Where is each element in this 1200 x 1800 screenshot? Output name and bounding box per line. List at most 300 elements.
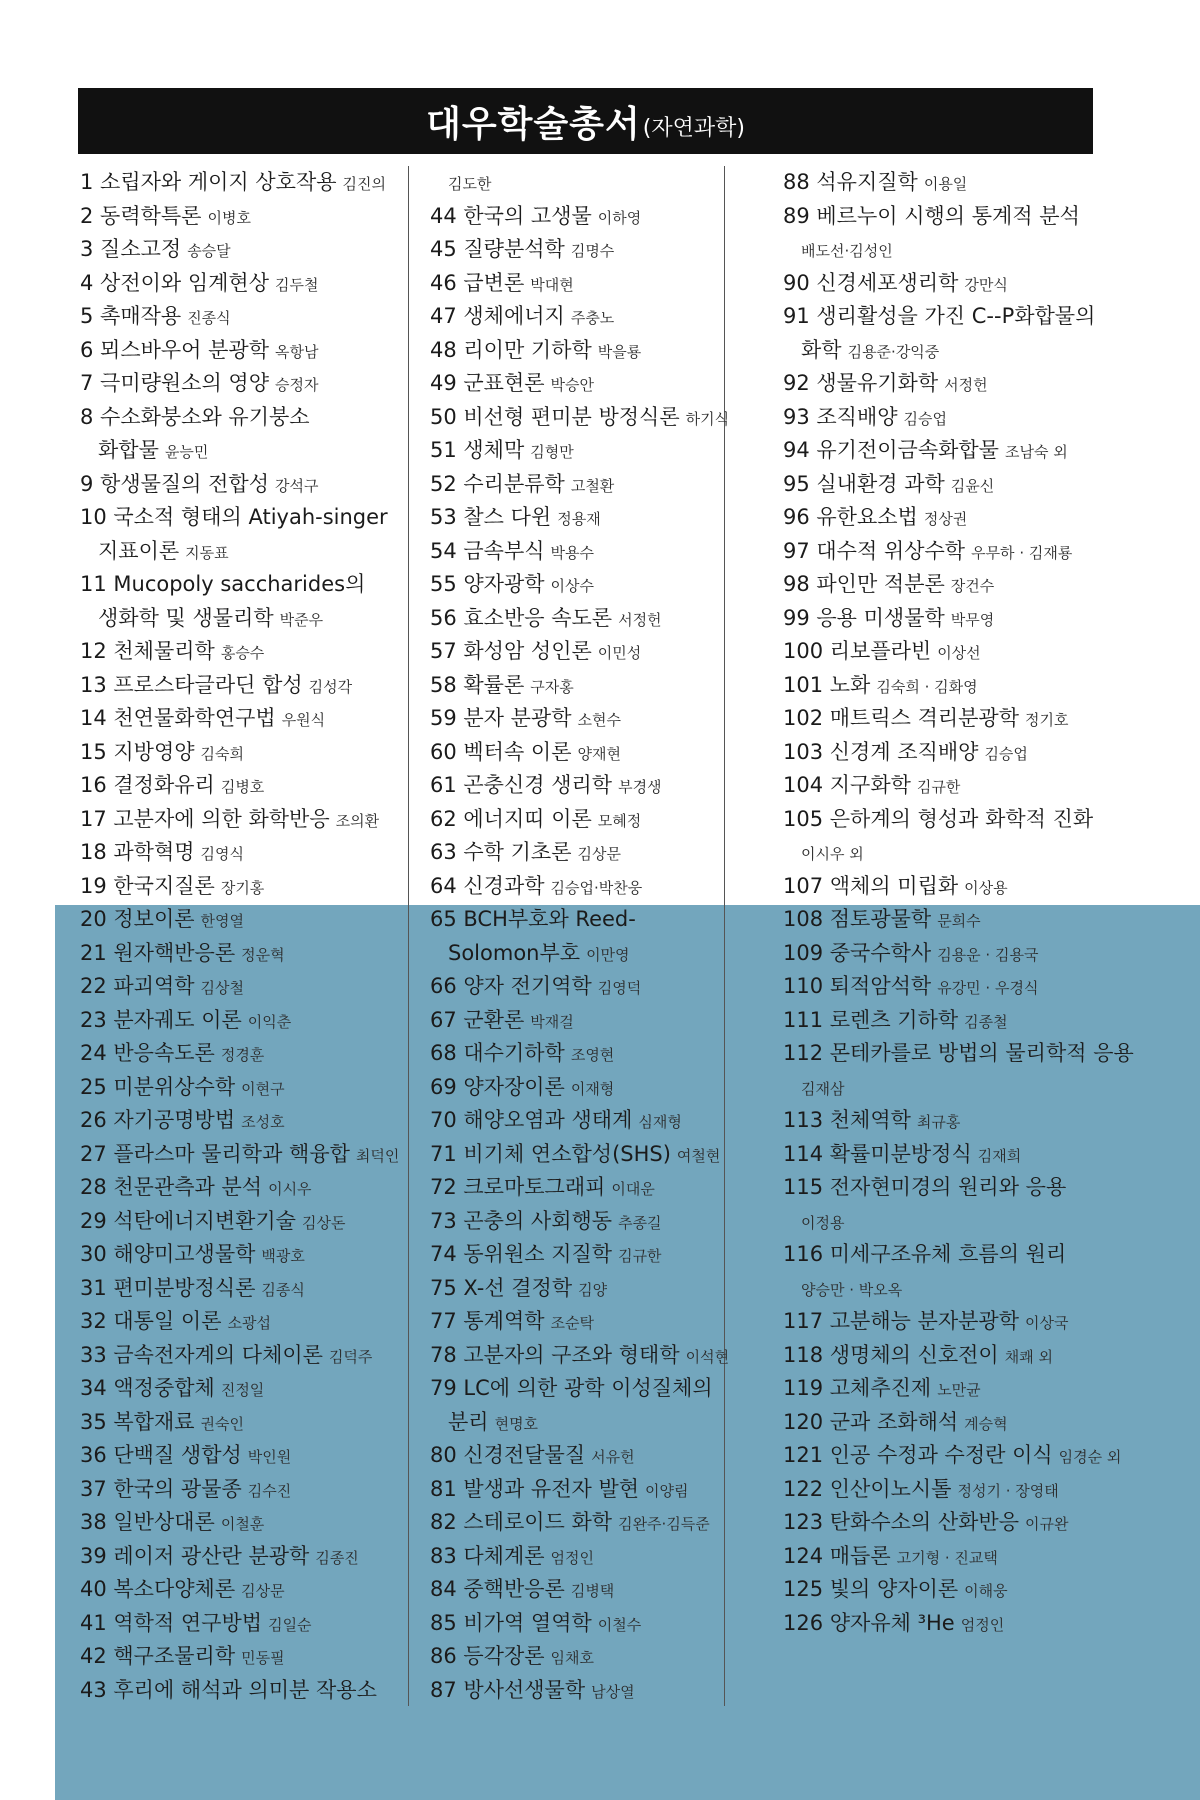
book-list-item [430,903,775,937]
book-author: 이민성 [597,644,642,662]
book-title: 60 벡터속 이론 [430,739,572,764]
book-author: 이철훈 [220,1515,265,1533]
book-list-item [80,501,425,535]
book-title: 116 미세구조유체 흐름의 원리 [783,1242,1067,1266]
book-list-item [80,1171,425,1205]
book-title: 29 석탄에너지변환기술 [80,1208,296,1233]
book-title: 91 생리활성을 가진 C--P화합물의 [783,304,1096,328]
book-title: 58 확률론 [430,672,525,697]
book-author: 이정용 [801,1213,845,1232]
book-author: 김영식 [200,845,245,863]
book-author: 하기식 [685,409,730,428]
book-author: 김승업·박찬웅 [550,878,643,897]
book-author: 이해웅 [964,1582,1008,1600]
book-title: 13 프로스타글라딘 합성 [80,672,303,697]
book-list-item [783,468,1163,502]
book-author: 박인원 [247,1448,292,1466]
book-author: 서유헌 [591,1448,635,1466]
book-list-item [783,1607,1163,1641]
book-title: 103 신경계 조직배양 [783,739,979,764]
book-list-item [430,1473,775,1507]
book-title: 92 생물유기화학 [783,371,939,395]
book-author: 김상문 [241,1582,285,1600]
book-title: 112 몬테카를로 방법의 물리학적 응용 [783,1041,1134,1065]
book-title: 96 유한요소법 [783,505,918,529]
book-title: 119 고체추진제 [783,1376,932,1400]
book-author: 정상권 [923,510,968,528]
book-list-item [80,1238,425,1272]
book-title: 62 에너지띠 이론 [430,806,592,831]
book-author: 문희수 [937,912,981,930]
book-author: 엄정인 [550,1548,595,1567]
book-author: 박무영 [950,610,995,629]
book-title: 73 곤충의 사회행동 [430,1208,613,1233]
book-list-item [783,1037,1163,1071]
book-list-item [80,367,425,401]
book-title: 12 천체물리학 [80,639,215,663]
book-title: 95 실내환경 과학 [783,471,945,496]
book-title: 35 복합재료 [80,1409,195,1434]
book-author: 김형만 [530,443,574,461]
book-title: 39 레이저 광산란 분광학 [80,1543,310,1568]
book-title: 31 편미분방정식론 [80,1275,256,1300]
book-author: 진정일 [220,1381,265,1399]
book-list-item [430,334,775,368]
book-list-item [80,1506,425,1540]
book-title: 11 Mucopoly saccharides의 [80,572,366,596]
book-title: 32 대통일 이론 [80,1309,222,1333]
book-title: 78 고분자의 구조와 형태학 [430,1342,680,1367]
book-title: 분리 [448,1409,489,1434]
book-title: 72 크로마토그래피 [430,1175,606,1199]
book-list-item [783,602,1163,636]
book-list-item [430,937,775,971]
book-list-item [80,166,425,200]
book-author: 김수진 [247,1481,292,1500]
book-title: 115 전자현미경의 원리와 응용 [783,1175,1067,1199]
book-list-item [783,1238,1163,1272]
book-title: 117 고분해능 분자분광학 [783,1309,1020,1333]
book-title: 90 신경세포생리학 [783,270,959,295]
book-title: 105 은하계의 형성과 화학적 진화 [783,806,1094,831]
book-list-item [80,1406,425,1440]
book-author: 박준우 [279,610,324,629]
book-title: 71 비기체 연소합성(SHS) [430,1141,671,1166]
book-title: 123 탄화수소의 산화반응 [783,1510,1020,1534]
book-title: 5 촉매작용 [80,304,182,328]
book-list-item [430,1238,775,1272]
book-list-item [80,1540,425,1574]
book-title: 15 지방영양 [80,739,195,764]
book-title: 48 리이만 기하학 [430,337,592,362]
book-list-item [783,200,1163,234]
book-list-item [430,736,775,770]
book-author: 이병호 [207,208,251,227]
book-title: 64 신경과학 [430,873,545,898]
book-author: 윤능민 [164,443,209,461]
book-author: 여철현 [676,1146,721,1165]
book-list-item [430,1372,775,1406]
book-list-item [783,870,1163,904]
book-list-item [783,300,1163,334]
book-title: 122 인산이노시톨 [783,1476,952,1501]
book-title: 87 방사선생물학 [430,1677,586,1702]
book-author: 승정자 [275,376,319,394]
book-author: 엄정인 [960,1615,1005,1634]
book-list-item [430,401,775,435]
book-author: 김완주·김득준 [618,1515,710,1533]
book-list-item [80,434,425,468]
book-list-item [430,602,775,636]
book-list-item [783,1004,1163,1038]
book-list-item [80,334,425,368]
book-title: 44 한국의 고생물 [430,203,592,228]
book-author: 우원식 [281,711,326,729]
book-author: 이현구 [241,1079,285,1098]
book-list-item [80,702,425,736]
book-list-item [80,1372,425,1406]
book-list-item [430,166,775,200]
book-list-item [430,468,775,502]
book-author: 김윤신 [950,476,995,495]
book-list-item [430,1071,775,1105]
book-title: 6 뫼스바우어 분광학 [80,337,269,362]
book-list-item [80,602,425,636]
book-title: 14 천연물화학연구법 [80,706,276,730]
book-author: 강만식 [964,275,1008,294]
book-author: 김양 [578,1280,608,1299]
book-list-item [430,1037,775,1071]
book-author: 최덕인 [355,1146,400,1165]
book-list-item [430,803,775,837]
book-list-item [430,1305,775,1339]
book-author: 박용수 [550,543,595,562]
book-title: Solomon부호 [448,940,581,965]
book-title: 121 인공 수정과 수정란 이식 [783,1443,1053,1467]
book-list-item [430,870,775,904]
book-title: 66 양자 전기역학 [430,974,592,998]
book-list-item [80,1573,425,1607]
book-list-item [430,300,775,334]
book-author: 김종진 [315,1548,359,1567]
book-author: 남상열 [591,1682,635,1701]
book-title: 43 후리에 해석과 의미분 작용소 [80,1677,377,1702]
book-author: 박승안 [550,376,595,394]
book-list-item [430,367,775,401]
book-title: 23 분자궤도 이론 [80,1007,242,1032]
book-list-item [430,1506,775,1540]
book-title: 68 대수기하학 [430,1041,565,1065]
book-author: 구자홍 [530,677,574,696]
book-list-item [783,970,1163,1004]
book-list-item [783,769,1163,803]
book-list-item [80,1473,425,1507]
book-list-item [783,267,1163,301]
book-author: 이상국 [1025,1314,1069,1332]
book-list-item [430,434,775,468]
book-author: 정기호 [1025,711,1069,729]
book-title: 21 원자핵반응론 [80,940,236,965]
book-author: 김상돈 [301,1213,346,1232]
book-list-item [783,434,1163,468]
book-list-item [80,970,425,1004]
book-list-item [783,903,1163,937]
book-title: 84 중핵반응론 [430,1577,565,1601]
book-list-item [783,401,1163,435]
book-title: 104 지구화학 [783,773,911,797]
book-title: 40 복소다양체론 [80,1577,236,1601]
book-author: 한영열 [200,912,245,930]
book-title: 33 금속전자계의 다체이론 [80,1342,323,1367]
book-author: 이대운 [611,1180,655,1198]
book-list-item [80,568,425,602]
book-title: 37 한국의 광물종 [80,1476,242,1501]
book-title: 18 과학혁명 [80,840,195,864]
book-author: 김재삼 [801,1079,845,1098]
book-list-item [783,1138,1163,1172]
book-list-item [430,535,775,569]
book-title: 83 다체계론 [430,1543,545,1568]
book-list-item [783,669,1163,703]
book-title: 51 생체막 [430,438,525,462]
book-title: 59 분자 분광학 [430,706,572,730]
book-title: 34 액정중합체 [80,1376,215,1400]
book-author: 백광호 [261,1247,305,1265]
book-list-item [430,669,775,703]
book-list-item [783,1439,1163,1473]
book-author: 권숙인 [200,1414,245,1433]
book-title: 79 LC에 의한 광학 이성질체의 [430,1376,713,1400]
book-title: 4 상전이와 임계현상 [80,270,269,295]
book-author: 김종철 [964,1012,1008,1031]
book-title: 113 천체역학 [783,1108,911,1132]
book-author: 주충노 [570,309,615,327]
book-author: 모혜정 [597,811,642,830]
book-author: 김진의 [342,175,387,193]
book-title: 41 역학적 연구방법 [80,1610,263,1635]
book-author: 서정헌 [618,610,662,629]
book-author: 이시우 외 [801,845,864,863]
book-title: 27 플라스마 물리학과 핵융합 [80,1141,350,1166]
book-list-item [430,1004,775,1038]
book-author: 김용준·강익중 [847,342,940,361]
book-author: 김규한 [618,1247,662,1265]
book-author: 정성기 · 장영태 [957,1481,1059,1500]
book-author: 이상용 [964,878,1008,897]
book-author: 배도선·김성인 [801,242,893,260]
title-bar [78,88,1093,154]
book-author: 유강민 · 우경식 [937,979,1039,997]
book-list-item [80,1674,425,1708]
book-title: 화합물 [98,438,159,462]
book-title: 16 결정화유리 [80,773,215,797]
book-list-item [430,1674,775,1708]
book-title: 80 신경전달물질 [430,1443,586,1467]
book-title: 74 동위원소 지질학 [430,1242,613,1266]
book-title: 10 국소적 형태의 Atiyah-singer [80,505,388,529]
book-author: 부경생 [618,778,662,796]
book-title: 77 통계역학 [430,1309,545,1333]
book-list-item [80,1439,425,1473]
book-list-item [430,1138,775,1172]
book-author: 김도한 [448,175,492,193]
book-list-item [80,803,425,837]
book-list-item [80,1104,425,1138]
book-author: 심재형 [638,1113,682,1131]
book-title: 70 해양오염과 생태계 [430,1108,633,1132]
book-title: 19 한국지질론 [80,873,215,898]
book-author: 이양림 [645,1481,689,1500]
book-author: 이하영 [597,208,642,227]
book-title: 99 응용 미생물학 [783,605,945,630]
book-list-item [430,635,775,669]
book-author: 우무하 · 김재룡 [971,543,1073,562]
book-list-item [783,367,1163,401]
book-author: 조남숙 외 [1004,443,1068,461]
book-title: 7 극미량원소의 영양 [80,371,269,395]
book-author: 소광섭 [227,1314,271,1332]
book-author: 김병호 [220,778,265,796]
book-title: 53 찰스 다윈 [430,505,552,529]
book-title: 126 양자유체 ³He [783,1610,955,1635]
book-author: 고기형 · 진교택 [896,1548,998,1567]
book-title: 2 동력학특론 [80,203,202,228]
book-title: 56 효소반응 속도론 [430,605,613,630]
book-title: 88 석유지질학 [783,170,918,194]
book-list-item [80,1205,425,1239]
book-list-item [430,1205,775,1239]
book-author: 민동필 [241,1649,285,1667]
book-author: 장건수 [950,577,995,595]
book-list-item [783,702,1163,736]
book-author: 홍승수 [220,644,265,662]
book-list-item [80,870,425,904]
book-author: 임경순 외 [1058,1448,1122,1466]
book-author: 김종식 [261,1280,305,1299]
book-title: 9 항생물질의 전합성 [80,471,269,496]
book-list-item [430,769,775,803]
book-title: 54 금속부식 [430,538,545,563]
book-title: 46 급변론 [430,270,525,295]
book-author: 이상수 [550,577,595,595]
book-author: 조성호 [241,1113,285,1131]
book-title: 124 매듭론 [783,1543,891,1568]
book-list-item [80,1640,425,1674]
book-author: 김규한 [916,778,961,796]
book-list-item [783,1071,1163,1105]
book-list-item [783,1573,1163,1607]
book-title: 28 천문관측과 분석 [80,1175,263,1199]
book-list-item [430,233,775,267]
book-list-item [783,501,1163,535]
book-title: 55 양자광학 [430,572,545,596]
book-author: 김상철 [200,979,245,997]
book-list-item [783,1305,1163,1339]
book-author: 서정헌 [944,376,988,394]
book-title: 50 비선형 편미분 방정식론 [430,404,680,429]
book-title: 화학 [801,337,842,362]
book-title: 93 조직배양 [783,404,898,429]
book-author: 김상문 [577,845,621,863]
book-list-item [783,1205,1163,1239]
book-list-item [80,937,425,971]
book-list-item [430,267,775,301]
book-list-item [80,267,425,301]
book-author: 조의환 [335,811,380,830]
book-title: 125 빛의 양자이론 [783,1577,959,1601]
book-author: 정운혁 [241,945,285,964]
book-title: 97 대수적 위상수학 [783,538,966,563]
book-list-item [783,1506,1163,1540]
book-author: 임채호 [550,1649,595,1667]
book-title: 20 정보이론 [80,907,195,931]
book-title: 26 자기공명방법 [80,1108,236,1132]
book-title: 86 등각장론 [430,1644,545,1668]
book-author: 최규홍 [916,1113,961,1131]
book-title: 17 고분자에 의한 화학반응 [80,806,330,831]
book-title: 89 베르누이 시행의 통계적 분석 [783,203,1080,228]
book-list-item [783,836,1163,870]
book-list-item [430,1272,775,1306]
book-list-item [783,1339,1163,1373]
book-title: 지표이론 [98,538,180,563]
book-list-item [80,1071,425,1105]
book-list-item [80,535,425,569]
book-list-item [783,937,1163,971]
book-author: 조순탁 [550,1314,595,1332]
book-title: 118 생명체의 신호전이 [783,1342,999,1367]
book-title: 85 비가역 열역학 [430,1610,592,1635]
book-list-item [783,635,1163,669]
book-list-item [783,736,1163,770]
book-list-item [80,1004,425,1038]
book-title: 107 액체의 미립화 [783,873,959,898]
book-author: 김재희 [977,1146,1022,1165]
book-author: 양승만 · 박오옥 [801,1280,903,1299]
book-author: 지동표 [185,543,229,562]
book-author: 이석현 [685,1347,730,1366]
book-list-item [430,1640,775,1674]
book-title: 102 매트릭스 격리분광학 [783,706,1020,730]
book-title: 120 군과 조화해석 [783,1409,959,1434]
book-list-item [80,769,425,803]
book-author: 송승달 [187,242,231,260]
book-author: 채쾌 외 [1004,1347,1053,1366]
book-list-item [783,1372,1163,1406]
book-list-item [80,233,425,267]
book-title: 8 수소화붕소와 유기붕소 [80,404,310,429]
book-title: 61 곤충신경 생리학 [430,773,613,797]
book-title: 49 군표현론 [430,371,545,395]
book-list-item [80,635,425,669]
book-list-item [430,702,775,736]
book-list-item [80,836,425,870]
book-title: 생화학 및 생물리학 [98,605,274,630]
book-title: 67 군환론 [430,1007,525,1032]
book-list-item [430,1439,775,1473]
book-list-item [430,1339,775,1373]
book-list-item [430,1171,775,1205]
book-list-item [430,568,775,602]
book-title: 24 반응속도론 [80,1041,215,1065]
book-title: 109 중국수학사 [783,940,932,965]
book-title: 110 퇴적암석학 [783,974,932,998]
book-list-item [80,903,425,937]
book-list-item [430,200,775,234]
series-title: 대우학술총서 [426,103,641,145]
book-list-item [783,1272,1163,1306]
book-author: 김두철 [275,275,319,294]
